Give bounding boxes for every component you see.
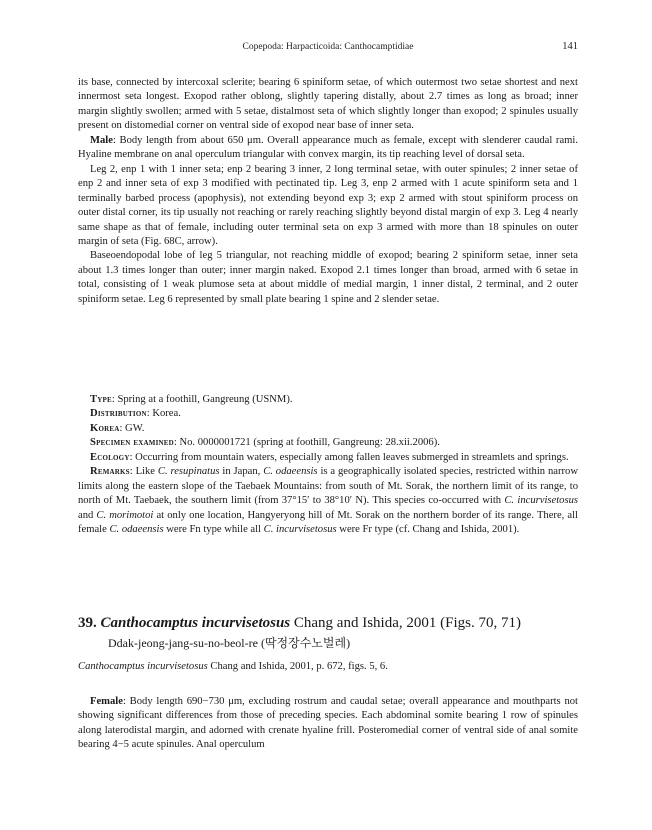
korean-common-name: Ddak-jeong-jang-su-no-beol-re (딱정장수노벌레) xyxy=(108,636,351,650)
synonym-citation: Chang and Ishida, 2001, p. 672, figs. 5, 6. xyxy=(207,661,388,672)
description-continued xyxy=(78,76,578,307)
remarks-text-5: at only one location, Hangyeryong hill of Mt. Sorak on the northern border of its range. There, all female xyxy=(78,509,578,536)
page-header xyxy=(78,42,578,56)
remarks-text-7: were Fr type (cf. Chang and Ishida, 2001). xyxy=(336,524,520,536)
running-head: Copepoda: Harpacticoida: Canthocamptidiae xyxy=(242,42,414,52)
synonym-name: Canthocamptus incurvisetosus xyxy=(78,661,208,672)
remarks-text-6: were Fn type while all xyxy=(163,524,264,536)
remarks-text-4: and xyxy=(78,509,97,521)
ecology-label: Ecology xyxy=(90,451,130,463)
type-line xyxy=(78,393,578,407)
species-heading xyxy=(78,614,598,632)
remarks-taxon-3: C. incurvisetosus xyxy=(504,495,578,507)
page-number: 141 xyxy=(562,41,578,52)
species-authority: Chang and Ishida, 2001 (Figs. 70, 71) xyxy=(290,615,521,631)
male-label: Male xyxy=(90,134,113,146)
type-label: Type xyxy=(90,394,112,405)
remarks-taxon-2: C. odaeensis xyxy=(263,466,318,478)
female-label: Female xyxy=(90,696,123,707)
distribution-text: : Korea. xyxy=(146,408,181,420)
distribution-line xyxy=(78,407,578,421)
distribution-label: Distribution xyxy=(90,408,147,420)
female-description xyxy=(78,695,578,753)
remarks-text-2: in Japan, xyxy=(219,466,264,478)
remarks-text-3: is a geographically isolated species, restricted within narrow limits along the eastern slope of the Taebaek Mountains: from south of Mt. Sorak, the northern limit of its range, to north of Mt. Taebaek, the southern limit (from 37°15′ to 38°10′ N). This species co-occurred with xyxy=(78,466,578,507)
remarks-label: Remarks xyxy=(90,466,130,478)
synonymy-line xyxy=(78,660,578,674)
paragraph-leg5: Baseoendopodal lobe of leg 5 triangular, not reaching middle of exopod; bearing 2 spiniform setae, inner seta about 1.3 times longer than outer; inner margin naked. Exopod 2.1 times longer than broad, armed with 6 setae in total, consisting of 1 weak plumose seta at about middle of medial margin, 1 inner distal, 2 terminal, and 2 outer spiniform setae. Leg 6 represented by small plate bearing 1 spine and 2 slender setae. xyxy=(78,250,578,305)
paragraph-legs: Leg 2, enp 1 with 1 inner seta; enp 2 bearing 3 inner, 2 long terminal setae, with outer spinules; 2 inner setae of enp 2 and inner seta of exp 3 modified with pectinated tip. Leg 3, enp 2 armed with 1 acute spiniform seta and 1 terminally barbed process (apophysis), not extending beyond exp 3; exp 2 armed with stout spiniform process on outer distal corner, its tip usually not reaching or rarely reaching slightly beyond distal margin of exp 3. Leg 4 nearly same shape as that of female, including outer terminal seta on exp 3 armed with more than 18 spinules on outer margin of seta (Fig. 68C, arrow). xyxy=(78,163,578,247)
ecology-line xyxy=(78,451,578,465)
specimen-label: Specimen examined xyxy=(90,437,174,449)
paragraph-male xyxy=(78,134,578,163)
type-text: : Spring at a foothill, Gangreung (USNM). xyxy=(111,394,293,405)
remarks-text-1: : Like xyxy=(129,466,158,478)
female-text: : Body length 690−730 μm, excluding rostrum and caudal setae; overall appearance and mouthparts not showing significant differences from those of preceding species. Each abdominal somite bearing 1 row of spinules along laterodistal margin, and adorned with crenate hyaline frill. Posteromedial corner of ventral side of anal somite bearing 4−5 acute spinules. Anal operculum xyxy=(78,696,578,751)
material-section xyxy=(78,393,578,538)
remarks-paragraph xyxy=(78,465,578,537)
species-number: 39. xyxy=(78,615,97,631)
remarks-taxon-5: C. odaeensis xyxy=(109,524,164,536)
korea-label: Korea xyxy=(90,422,120,434)
female-paragraph xyxy=(78,695,578,753)
paragraph-exopod: its base, connected by intercoxal sclerite; bearing 6 spiniform setae, of which outermost two setae shortest and next innermost seta longest. Exopod rather oblong, slightly tapering distally, about 2.7 times as long as broad; inner margin slightly swollen; armed with 5 setae, distalmost seta of which slightly longer than exopod; 2 spinules usually present on distomedial corner on ventral side of exopod near base of inner seta. xyxy=(78,77,578,132)
remarks-taxon-4: C. morimotoi xyxy=(96,509,154,521)
species-name: Canthocamptus incurvisetosus xyxy=(100,615,291,631)
remarks-taxon-6: C. incurvisetosus xyxy=(263,524,337,536)
male-text: : Body length from about 650 μm. Overall appearance much as female, except with slenderer caudal rami. Hyaline membrane on anal operculum triangular with convex margin, its tip reaching level of dorsal seta. xyxy=(78,134,578,161)
remarks-taxon-1: C. resupinatus xyxy=(157,466,220,478)
specimen-line xyxy=(78,436,578,450)
korea-text: : GW. xyxy=(119,422,145,434)
ecology-text: : Occurring from mountain waters, especially among fallen leaves submerged in streamlets and springs. xyxy=(129,451,569,463)
korea-line xyxy=(78,422,578,436)
specimen-text: : No. 0000001721 (spring at foothill, Gangreung: 28.xii.2006). xyxy=(173,437,440,449)
